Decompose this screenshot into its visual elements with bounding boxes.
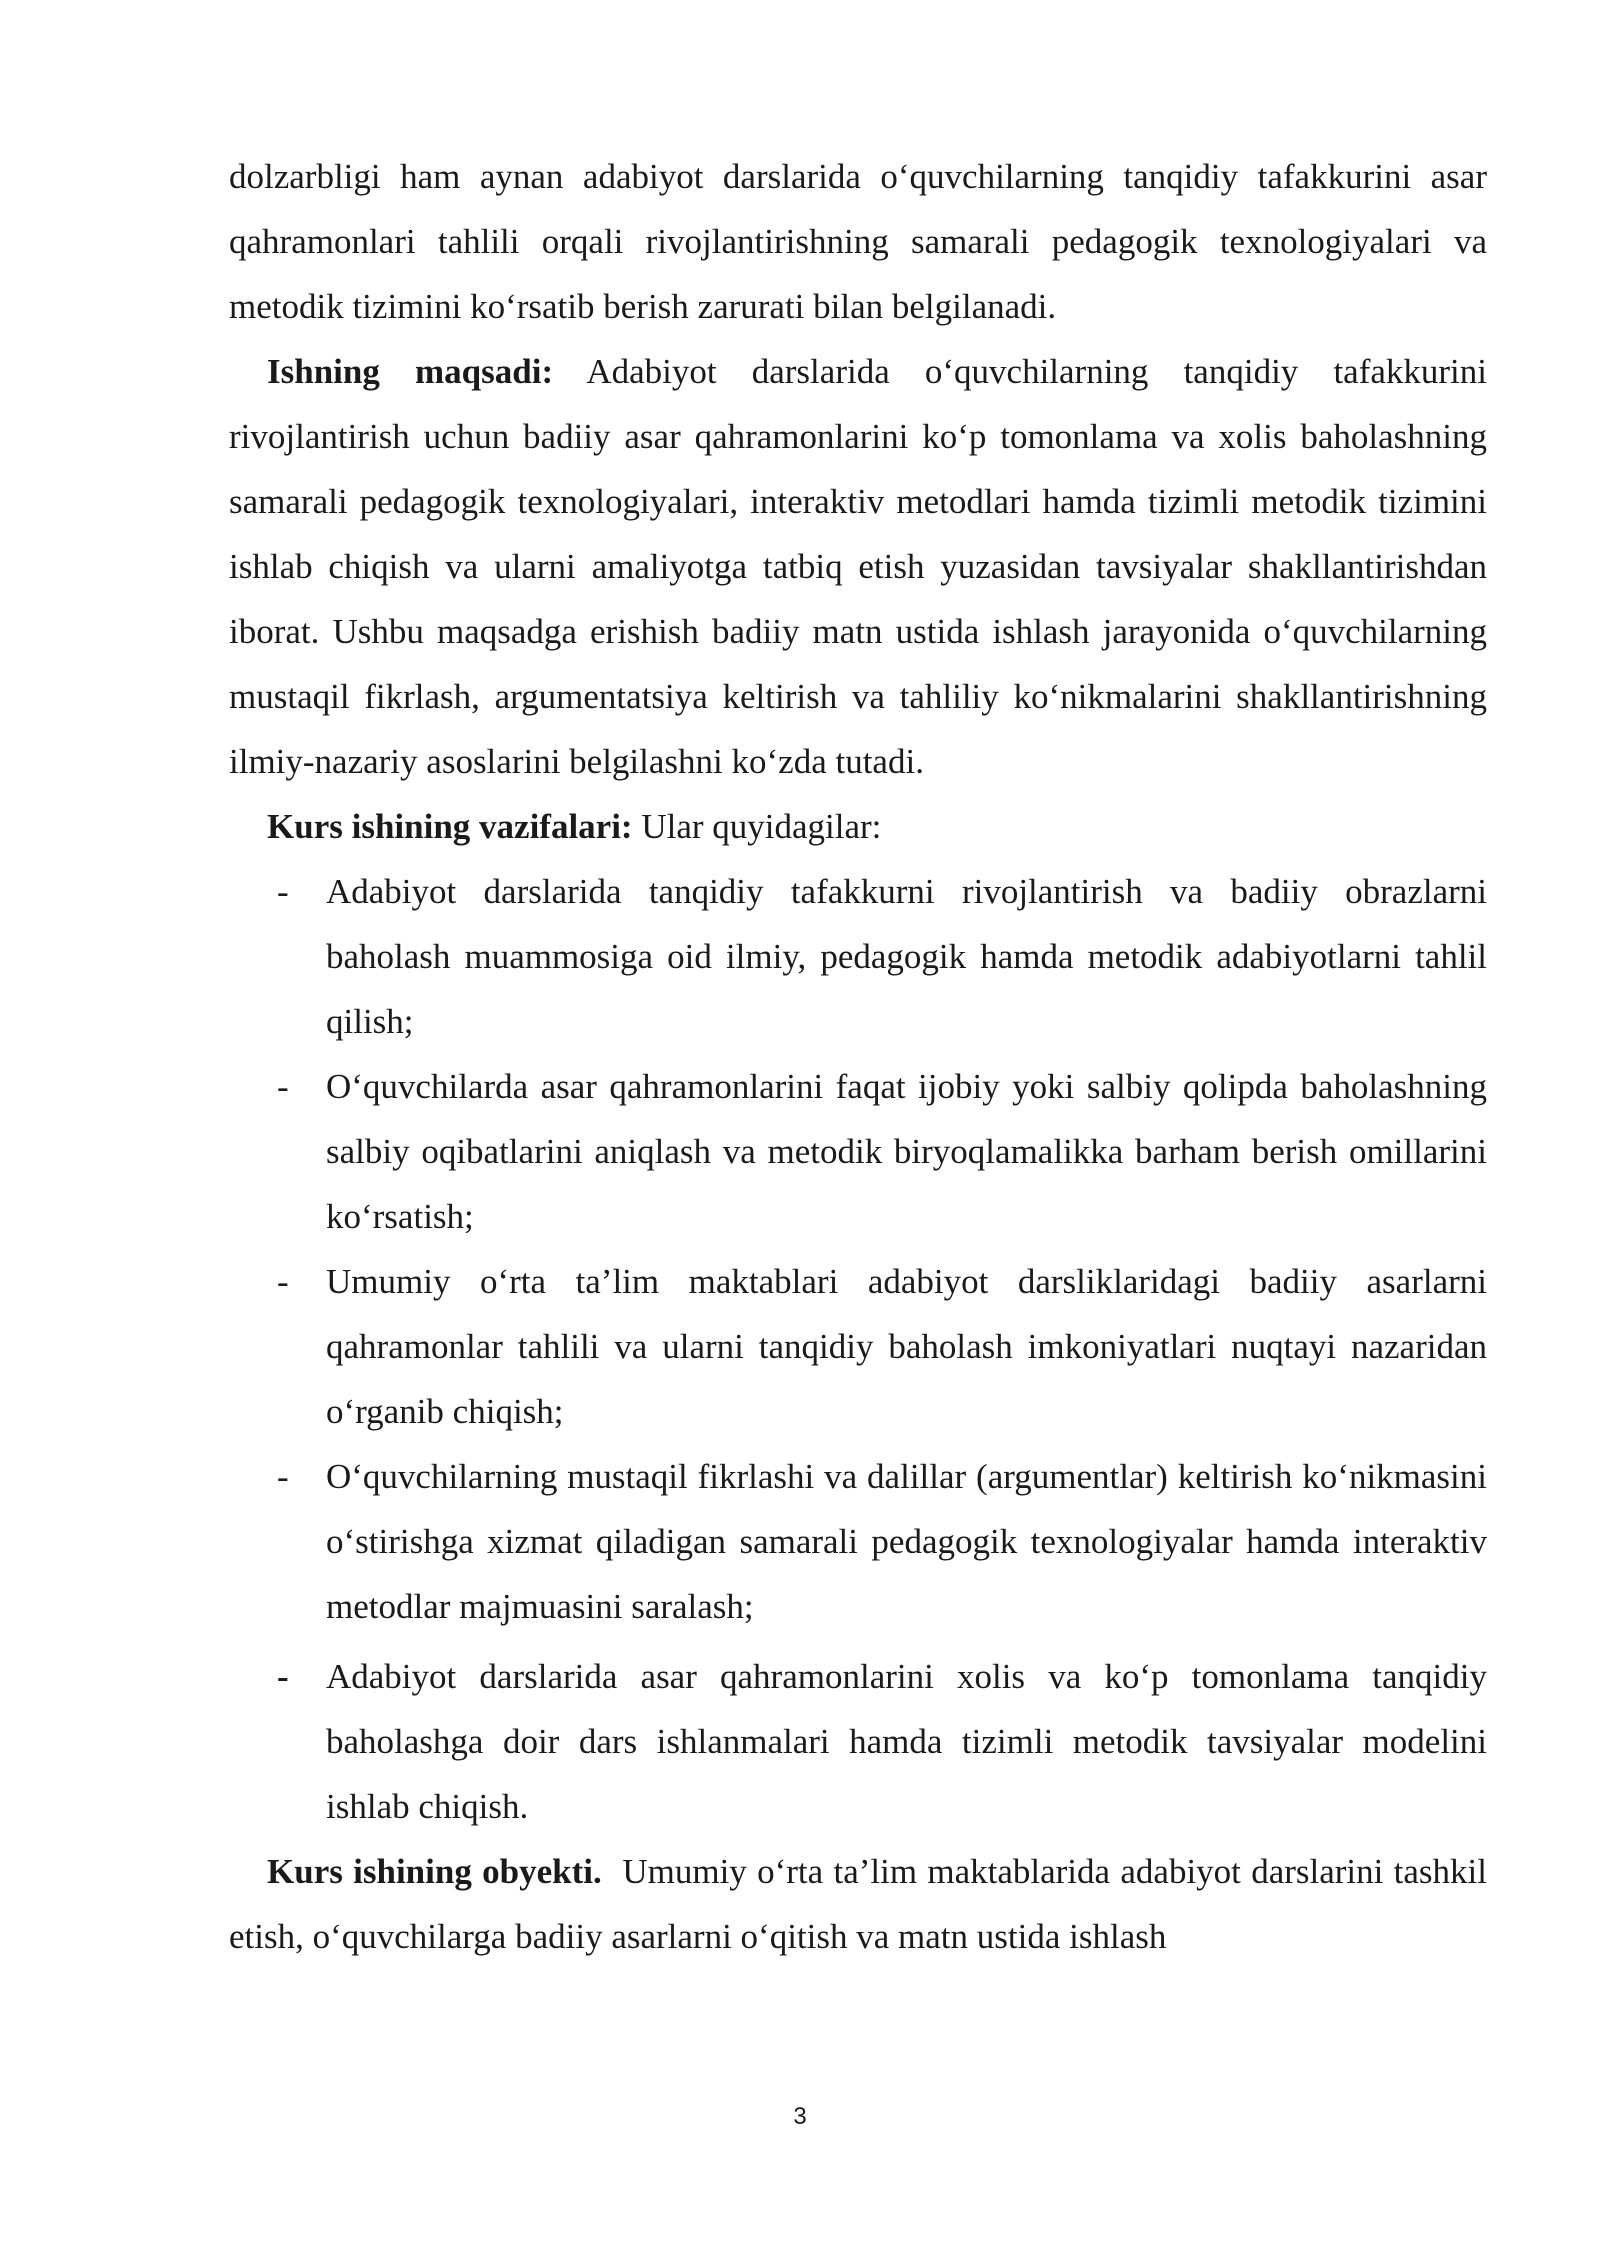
goal-text: Adabiyot darslarida o‘quvchilarning tanqidiy tafakkurini rivojlantirish uchun badiiy asar qahramonlarini ko‘p tomonlama va xolis baholashning samarali pedagogik texnologiyalari, interaktiv metodlari hamda tizimli metodik tizimini ishlab chiqish va ularni amaliyotga tatbiq etish yuzasidan tavsiyalar shakllantirishdan iborat. Ushbu maqsadga erishish badiiy matn ustida ishlash jarayonida o‘quvchilarning mustaqil fikrlash, argumentatsiya keltirish va tahliliy ko‘nikmalarini shakllantirishning ilmiy-nazariy asoslarini belgilashni ko‘zda tutadi. <box>229 352 1488 781</box>
list-dash: - <box>277 1067 289 1106</box>
page-body <box>229 144 1496 1969</box>
goal-paragraph <box>229 339 1487 794</box>
list-item <box>229 859 1487 1054</box>
task-list <box>229 859 1487 1839</box>
object-label: Kurs ishining obyekti. <box>267 1852 602 1891</box>
list-item-text: O‘quvchilarda asar qahramonlarini faqat ijobiy yoki salbiy qolipda baholashning salbiy oqibatlarini aniqlash va metodik biryoqlamalikka barham berish omillarini ko‘rsatish; <box>326 1067 1487 1236</box>
object-paragraph <box>229 1839 1496 1969</box>
list-item <box>229 1444 1487 1639</box>
list-dash: - <box>277 1457 289 1496</box>
list-item <box>229 1249 1487 1444</box>
object-text: Umumiy o‘rta ta’lim maktablarida adabiyot darslarini tashkil etish, o‘quvchilarga badiiy asarlarni o‘qitish va matn ustida ishlash <box>229 1852 1496 1956</box>
list-dash: - <box>277 1262 289 1301</box>
list-item-text: Adabiyot darslarida asar qahramonlarini xolis va ko‘p tomonlama tanqidiy baholashga doir dars ishlanmalari hamda tizimli metodik tavsiyalar modelini ishlab chiqish. <box>326 1657 1487 1826</box>
tasks-label: Kurs ishining vazifalari: <box>267 807 633 846</box>
list-item-text: O‘quvchilarning mustaqil fikrlashi va dalillar (argumentlar) keltirish ko‘nikmasini o‘stirishga xizmat qiladigan samarali pedagogik texnologiyalar hamda interaktiv metodlar majmuasini saralash; <box>326 1457 1487 1626</box>
intro-paragraph: dolzarbligi ham aynan adabiyot darslarida o‘quvchilarning tanqidiy tafakkurini asar qahramonlari tahlili orqali rivojlantirishning samarali pedagogik texnologiyalari va metodik tizimini ko‘rsatib berish zarurati bilan belgilanadi. <box>229 157 1487 326</box>
tasks-intro: Ular quyidagilar: <box>632 807 882 846</box>
list-item <box>229 1644 1487 1839</box>
list-dash: - <box>277 1657 289 1696</box>
list-item <box>229 1054 1487 1249</box>
page-number: 3 <box>793 2103 807 2130</box>
tasks-heading <box>229 794 1487 859</box>
list-dash: - <box>277 872 289 911</box>
goal-label: Ishning maqsadi: <box>267 352 554 391</box>
list-item-text: Adabiyot darslarida tanqidiy tafakkurni rivojlantirish va badiiy obrazlarni baholash muammosiga oid ilmiy, pedagogik hamda metodik adabiyotlarni tahlil qilish; <box>326 872 1487 1041</box>
list-item-text: Umumiy o‘rta ta’lim maktablari adabiyot darsliklaridagi badiiy asarlarni qahramonlar tahlili va ularni tanqidiy baholash imkoniyatlari nuqtayi nazaridan o‘rganib chiqish; <box>326 1262 1487 1431</box>
